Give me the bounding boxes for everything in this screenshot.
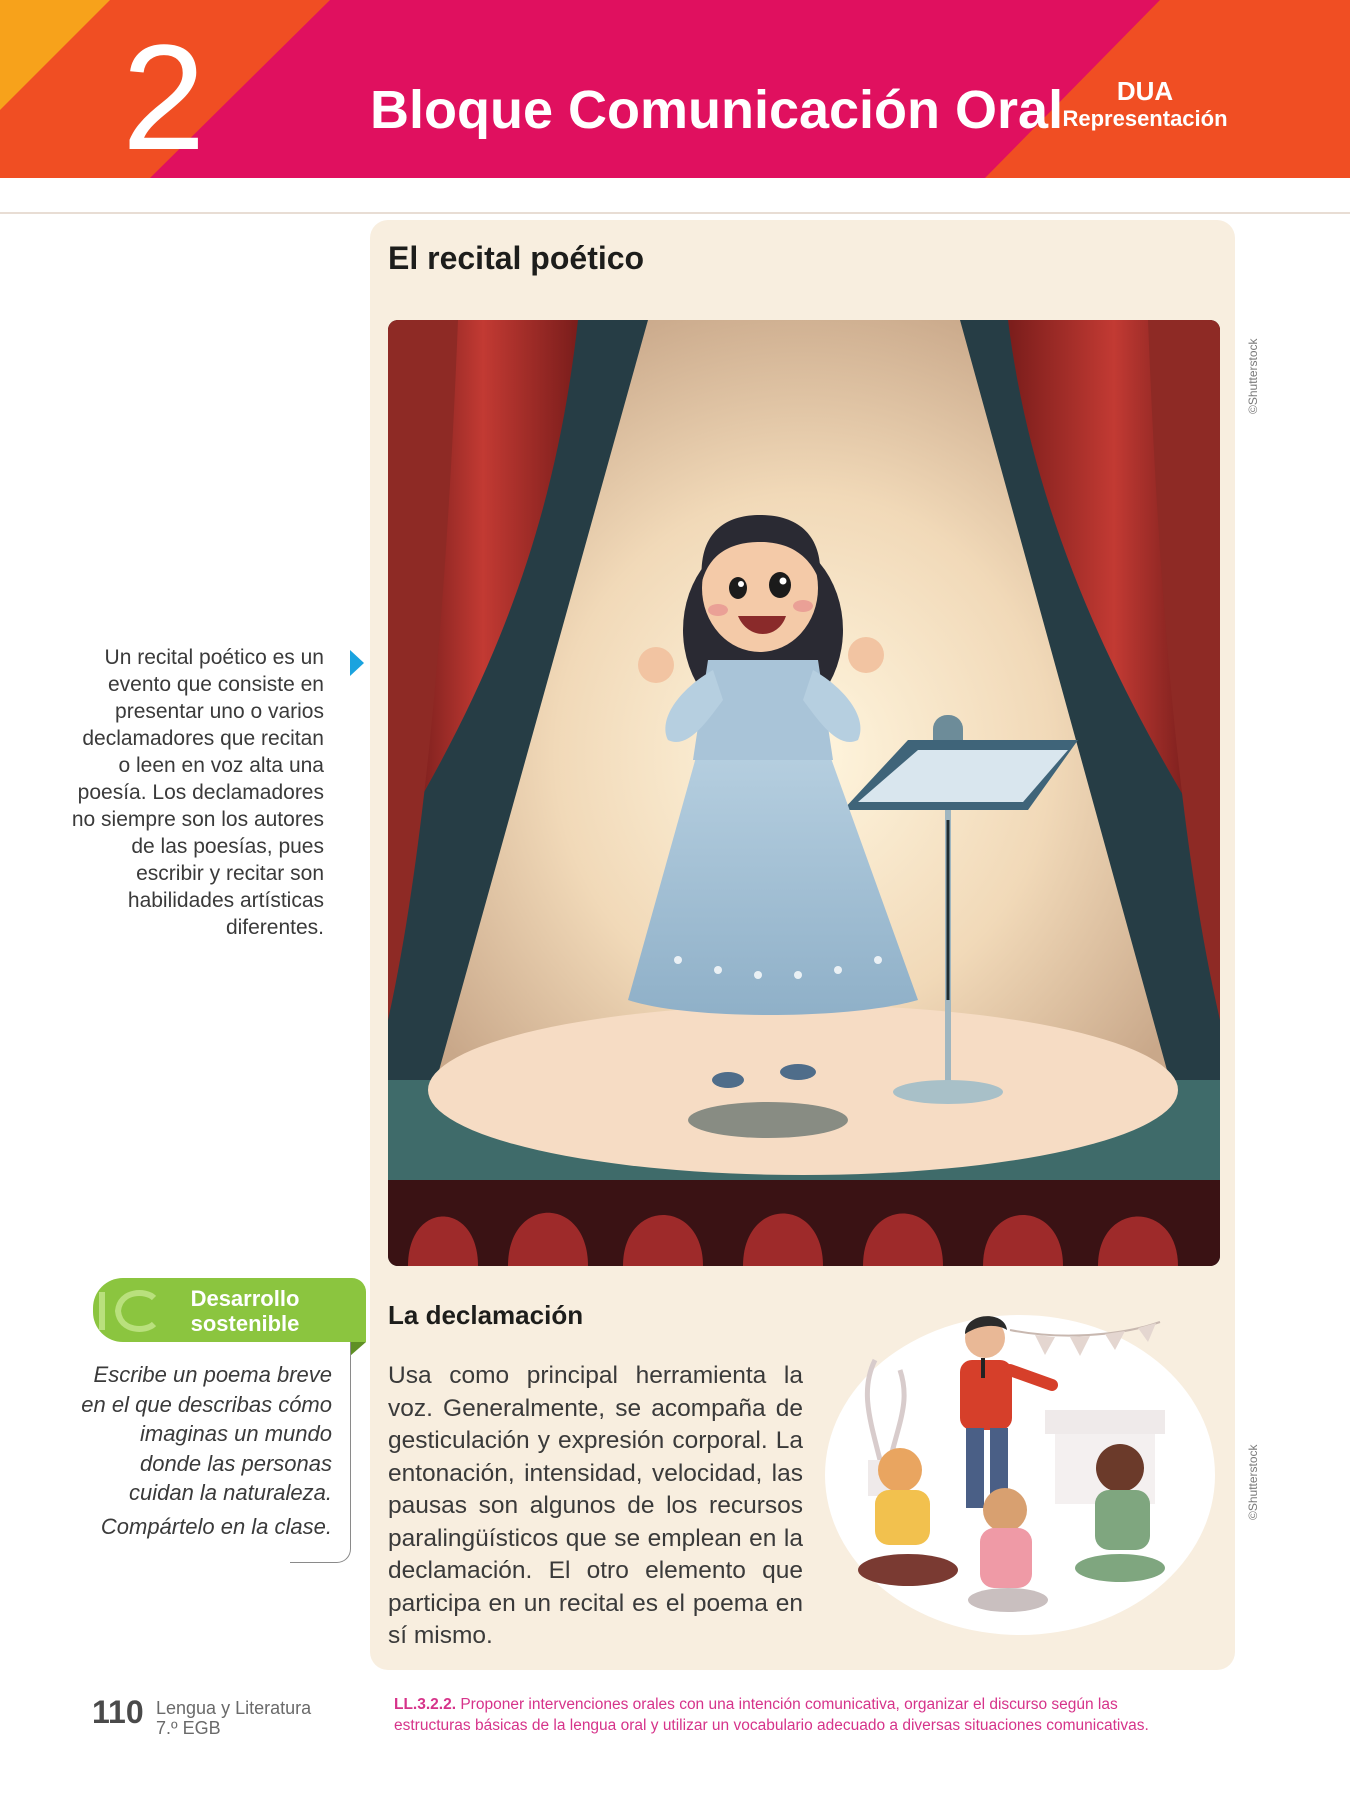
dua-subtitle: Representación — [1062, 106, 1228, 131]
header-divider — [0, 212, 1350, 214]
subject-name: Lengua y Literatura — [156, 1698, 312, 1718]
tab-fold — [350, 1342, 366, 1356]
boy-reciting-to-kids-icon — [820, 1300, 1220, 1640]
sustainable-activity: Escribe un poema breve en el que describas cómo imaginas un mundo donde las personas cuidan la naturaleza. — [81, 1362, 332, 1505]
sidebar-note: Un recital poético es un evento que consiste en presentar uno o varios declamadores que recitan o leen en voz alta una poesía. Los declamadores no siempre son los autores de las poesías, pues escribir y recitar son habilidades artísticas diferentes. — [71, 646, 324, 939]
image-credit-2: ©Shutterstock — [1246, 1444, 1260, 1520]
pointer-arrow-icon — [350, 650, 364, 676]
sustainable-title — [170, 1286, 320, 1336]
unit-number: 2 — [122, 13, 206, 178]
declamation-title: La declamación — [388, 1300, 584, 1330]
page-number: 110 — [92, 1694, 144, 1730]
dua-title: DUA — [1116, 76, 1174, 106]
dua-label — [1050, 76, 1240, 132]
skill-standard — [394, 1694, 1194, 1736]
block-title: Bloque Comunicación Oral — [370, 80, 1064, 140]
sustainable-logo-icon — [96, 1288, 160, 1334]
grade-level: 7.º EGB — [156, 1718, 221, 1738]
declamation-body: Usa como principal herramienta la voz. Generalmente, se acompaña de gesticulación y expresión corporal. La entonación, intensidad, velocidad, las pausas son algunos de los recursos paralingüísticos que se emplean en la declamación. El otro elemento que participa en un recital es el poema en sí mismo. — [388, 1362, 803, 1649]
skill-code: LL.3.2.2. — [394, 1696, 457, 1713]
section-title: El recital poético — [388, 240, 645, 276]
girl-reciting-on-stage-icon — [388, 320, 1220, 1266]
skill-text: Proponer intervenciones orales con una intención comunicativa, organizar el discurso según las estructuras básicas de la lengua oral y utilizar un vocabulario adecuado a diversas situaciones comunicativas. — [394, 1696, 1149, 1734]
sustainable-share: Compártelo en la clase. — [100, 1514, 332, 1539]
sustainable-title-line2: sostenible — [190, 1311, 300, 1336]
sustainable-title-line1: Desarrollo — [190, 1286, 300, 1311]
image-credit: ©Shutterstock — [1246, 338, 1260, 414]
chapter-header — [0, 0, 1350, 178]
subject-info — [156, 1698, 311, 1738]
recital-illustration — [388, 320, 1220, 1266]
children-recital-illustration — [820, 1300, 1220, 1640]
